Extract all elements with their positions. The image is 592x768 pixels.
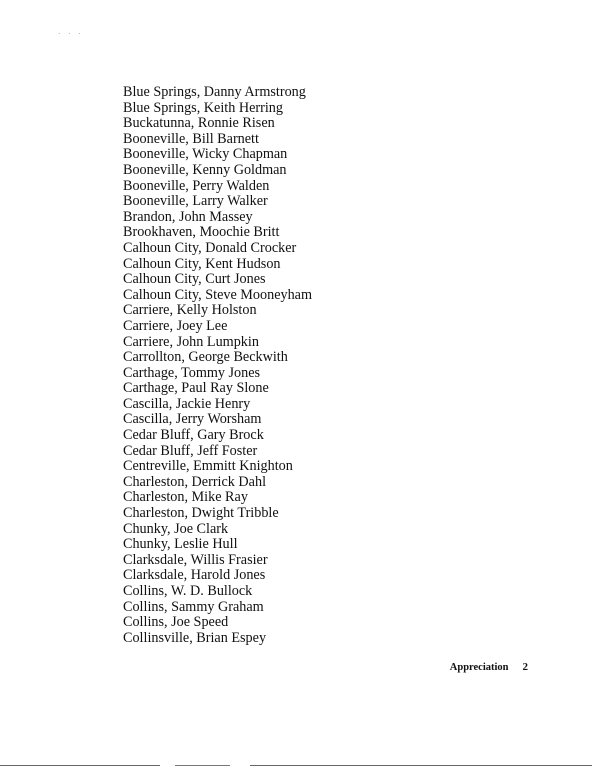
list-item: Cascilla, Jerry Worsham (123, 411, 262, 428)
list-item: Collins, Sammy Graham (123, 598, 264, 615)
page-footer (450, 661, 528, 673)
list-item: Cedar Bluff, Gary Brock (123, 427, 264, 444)
scan-specks: · · · (58, 30, 84, 38)
list-item: Collins, Joe Speed (123, 614, 229, 631)
list-item: Charleston, Mike Ray (123, 489, 248, 506)
list-item: Calhoun City, Donald Crocker (123, 239, 297, 256)
list-item: Chunky, Joe Clark (123, 520, 229, 537)
list-item: Clarksdale, Willis Frasier (123, 551, 268, 568)
list-item: Centreville, Emmitt Knighton (123, 458, 293, 475)
footer-section-title: Appreciation (449, 662, 509, 673)
list-item: Brandon, John Massey (123, 208, 253, 225)
list-item: Carriere, Joey Lee (123, 317, 228, 334)
list-item: Carthage, Tommy Jones (123, 364, 261, 381)
list-item: Charleston, Derrick Dahl (123, 473, 267, 490)
list-item: Carthage, Paul Ray Slone (123, 380, 269, 397)
list-item: Booneville, Bill Barnett (123, 130, 259, 147)
list-item: Chunky, Leslie Hull (123, 536, 238, 553)
list-item: Blue Springs, Danny Armstrong (123, 84, 306, 100)
list-item: Cedar Bluff, Jeff Foster (123, 442, 258, 459)
list-item: Brookhaven, Moochie Britt (123, 224, 280, 241)
list-item: Carriere, John Lumpkin (123, 333, 259, 350)
list-item: Calhoun City, Steve Mooneyham (123, 286, 313, 303)
bottom-divider (0, 765, 592, 766)
list-item: Carrollton, George Beckwith (123, 349, 288, 366)
list-item: Cascilla, Jackie Henry (123, 395, 251, 412)
list-item: Carriere, Kelly Holston (123, 302, 257, 319)
list-item: Charleston, Dwight Tribble (123, 505, 279, 522)
list-item: Collinsville, Brian Espey (123, 629, 267, 646)
list-item: Blue Springs, Keith Herring (123, 99, 283, 116)
list-item: Calhoun City, Curt Jones (123, 271, 266, 288)
list-item: Clarksdale, Harold Jones (123, 567, 266, 584)
list-item: Collins, W. D. Bullock (123, 583, 253, 599)
list-item: Calhoun City, Kent Hudson (123, 255, 281, 272)
appreciation-name-list (123, 85, 312, 646)
list-item: Buckatunna, Ronnie Risen (123, 115, 275, 132)
list-item: Booneville, Larry Walker (123, 193, 268, 210)
list-item: Booneville, Perry Walden (123, 177, 270, 194)
list-item: Booneville, Wicky Chapman (123, 146, 288, 163)
page-number: 2 (522, 661, 528, 673)
list-item: Booneville, Kenny Goldman (123, 161, 287, 178)
